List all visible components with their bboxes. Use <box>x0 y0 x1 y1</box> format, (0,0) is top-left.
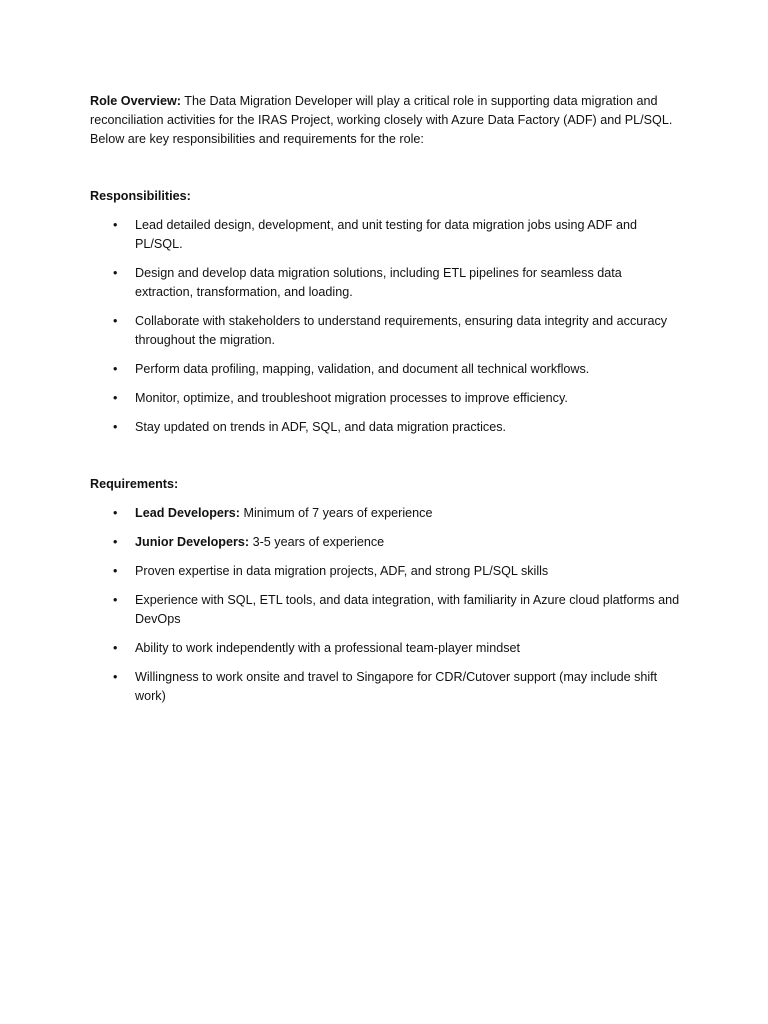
list-item-text: Stay updated on trends in ADF, SQL, and data migration practices. <box>135 420 507 434</box>
requirements-section <box>90 475 680 706</box>
document-page <box>90 92 680 716</box>
list-item <box>90 591 680 629</box>
list-item-text: Willingness to work onsite and travel to Singapore for CDR/Cutover support (may include shift work) <box>135 670 658 703</box>
bullet-icon: • <box>113 391 118 405</box>
requirements-list <box>90 504 680 706</box>
responsibilities-section <box>90 187 680 437</box>
role-overview-text: The Data Migration Developer will play a critical role in supporting data migration and reconciliation activities for the IRAS Project, working closely with Azure Data Factory (ADF) and PL/SQL. Below are key responsibilities and requirements for the role: <box>90 94 673 146</box>
list-item <box>90 389 680 408</box>
list-item <box>90 418 680 437</box>
list-item <box>90 360 680 379</box>
list-item-text: Minimum of 7 years of experience <box>240 506 433 520</box>
list-item-text: 3-5 years of experience <box>249 535 385 549</box>
bullet-icon: • <box>113 564 118 578</box>
bullet-icon: • <box>113 314 118 328</box>
role-overview-paragraph <box>90 92 680 149</box>
list-item-text: Monitor, optimize, and troubleshoot migration processes to improve efficiency. <box>135 391 568 405</box>
list-item-text: Collaborate with stakeholders to understand requirements, ensuring data integrity and accuracy throughout the migration. <box>135 314 668 347</box>
list-item <box>90 562 680 581</box>
list-item <box>90 216 680 254</box>
bullet-icon: • <box>113 362 118 376</box>
list-item <box>90 264 680 302</box>
list-item-text: Design and develop data migration solutions, including ETL pipelines for seamless data extraction, transformation, and loading. <box>135 266 622 299</box>
responsibilities-list <box>90 216 680 437</box>
role-overview-label: Role Overview: <box>90 94 181 108</box>
requirements-heading: Requirements: <box>90 477 179 491</box>
list-item <box>90 668 680 706</box>
list-item-text: Perform data profiling, mapping, validation, and document all technical workflows. <box>135 362 590 376</box>
list-item-text: Proven expertise in data migration projects, ADF, and strong PL/SQL skills <box>135 564 549 578</box>
bullet-icon: • <box>113 506 118 520</box>
bullet-icon: • <box>113 420 118 434</box>
list-item <box>90 504 680 523</box>
bullet-icon: • <box>113 641 118 655</box>
list-item-text: Lead detailed design, development, and unit testing for data migration jobs using ADF and PL/SQL. <box>135 218 637 251</box>
list-item <box>90 312 680 350</box>
responsibilities-heading: Responsibilities: <box>90 189 191 203</box>
list-item <box>90 639 680 658</box>
bullet-icon: • <box>113 266 118 280</box>
list-item-bold-label: Junior Developers: <box>135 535 250 549</box>
list-item-text: Experience with SQL, ETL tools, and data integration, with familiarity in Azure cloud platforms and DevOps <box>135 593 680 626</box>
bullet-icon: • <box>113 593 118 607</box>
bullet-icon: • <box>113 218 118 232</box>
bullet-icon: • <box>113 670 118 684</box>
bullet-icon: • <box>113 535 118 549</box>
list-item-text: Ability to work independently with a professional team-player mindset <box>135 641 521 655</box>
list-item-bold-label: Lead Developers: <box>135 506 240 520</box>
list-item <box>90 533 680 552</box>
